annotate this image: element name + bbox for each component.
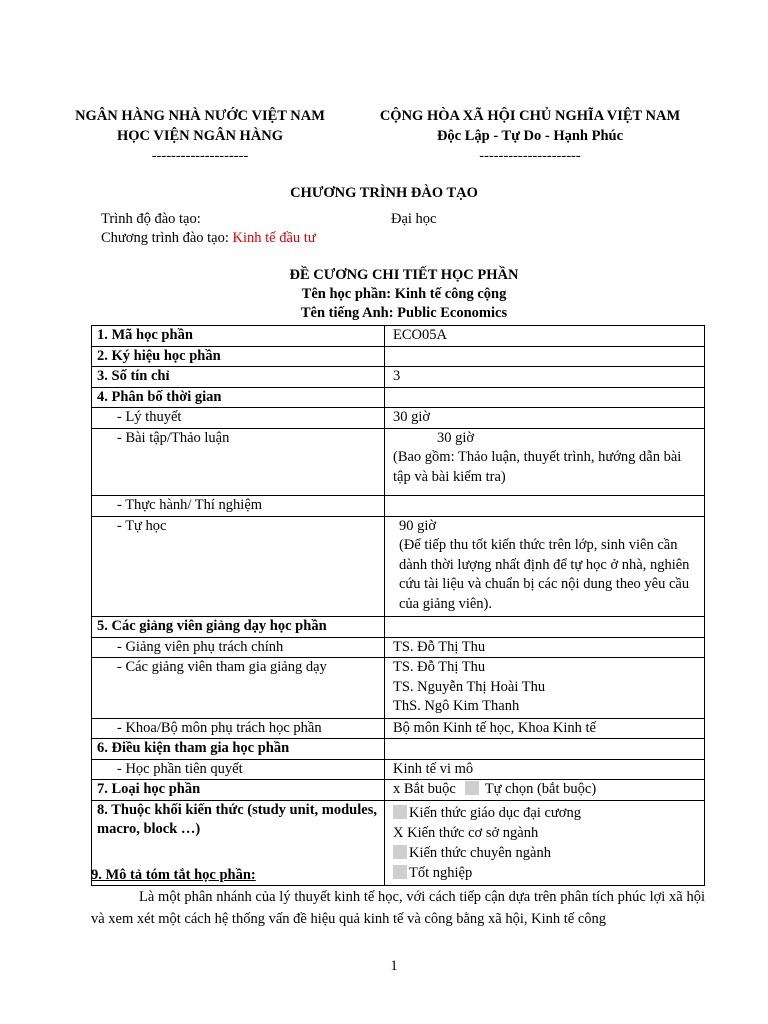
- self-study-label: - Tự học: [117, 517, 167, 534]
- credits: 3: [385, 367, 705, 388]
- table-row: [92, 637, 705, 658]
- lead-lecturer: TS. Đỗ Thị Thu: [385, 637, 705, 658]
- program-name-label: Chương trình đào tạo:: [101, 230, 229, 246]
- team-label: - Các giảng viên tham gia giảng dạy: [117, 659, 327, 675]
- row-label: 8. Thuộc khối kiến thức (study unit, modules, macro, block …): [92, 800, 385, 885]
- lecturer: ThS. Ngô Kim Thanh: [393, 698, 520, 714]
- table-row: [92, 739, 705, 760]
- practice-label: - Thực hành/ Thí nghiệm: [117, 497, 263, 513]
- issuer-line-1: NGÂN HÀNG NHÀ NƯỚC VIỆT NAM: [75, 108, 325, 124]
- exercise-label: - Bài tập/Thảo luận: [117, 429, 230, 446]
- self-study-note: (Để tiếp thu tốt kiến thức trên lớp, sinh viên cần dành thời lượng nhất định để tự học ở nhà, nghiên cứu tài liệu và chuẩn bị các nội dung theo yêu cầu của giảng viên).: [399, 537, 690, 612]
- issuer-block: [50, 106, 350, 166]
- issuer-line-2: HỌC VIỆN NGÂN HÀNG: [116, 128, 284, 144]
- department: Bộ môn Kinh tế học, Khoa Kinh tế: [385, 718, 705, 739]
- table-row: [92, 428, 705, 496]
- syllabus-title-block: [0, 266, 768, 323]
- lecturer: TS. Nguyễn Thị Hoài Thu: [393, 678, 546, 695]
- table-row: [92, 759, 705, 780]
- course-code: ECO05A: [385, 326, 705, 347]
- row-label: 4. Phân bố thời gian: [92, 387, 385, 408]
- checkbox-icon: [393, 865, 407, 879]
- table-row: [92, 617, 705, 638]
- motto-line-1: CỘNG HÒA XÃ HỘI CHỦ NGHĨA VIỆT NAM: [379, 108, 681, 124]
- table-row: [92, 346, 705, 367]
- row-label: 7. Loại học phần: [92, 780, 385, 801]
- program-name: [101, 229, 701, 248]
- table-row: [92, 408, 705, 429]
- table-row: [92, 367, 705, 388]
- table-row: [92, 326, 705, 347]
- checkbox-icon: [465, 781, 479, 795]
- course-type: [385, 780, 705, 801]
- theory-label: - Lý thuyết: [117, 409, 182, 425]
- syllabus-title: ĐỀ CƯƠNG CHI TIẾT HỌC PHẦN: [289, 267, 519, 283]
- table-row: [92, 496, 705, 517]
- program-title: CHƯƠNG TRÌNH ĐÀO TẠO: [290, 185, 478, 201]
- table-row: [92, 516, 705, 617]
- table-row: [92, 718, 705, 739]
- lead-lecturer-label: - Giảng viên phụ trách chính: [117, 638, 284, 655]
- course-name: Tên học phần: Kinh tế công cộng: [301, 286, 507, 302]
- checkbox-icon: [393, 805, 407, 819]
- education-level-label: Trình độ đào tạo:: [101, 211, 201, 227]
- motto-line-2: Độc Lập - Tự Do - Hạnh Phúc: [436, 128, 624, 144]
- national-motto-block: [360, 106, 700, 166]
- table-row: [92, 658, 705, 719]
- knowledge-block: Kiến thức giáo dục đại cương: [409, 804, 581, 821]
- row-label: 3. Số tín chỉ: [92, 367, 385, 388]
- knowledge-block: Tốt nghiệp: [409, 864, 473, 881]
- section-9-heading: 9. Mô tả tóm tắt học phần:: [91, 867, 256, 883]
- row-label: 6. Điều kiện tham gia học phần: [92, 739, 385, 760]
- type-elective: Tự chọn (bắt buộc): [484, 781, 597, 797]
- course-english-name: Tên tiếng Anh: Public Economics: [300, 305, 508, 321]
- program-name-value: Kinh tế đầu tư: [232, 230, 316, 246]
- education-level: [101, 210, 701, 229]
- motto-rule: ---------------------: [479, 148, 581, 164]
- practice-hours: [385, 496, 705, 517]
- course-symbol: [385, 346, 705, 367]
- exercise-hours: 30 giờ: [437, 429, 475, 446]
- row-label: 2. Ký hiệu học phần: [92, 346, 385, 367]
- table-row: [92, 387, 705, 408]
- prerequisite: Kinh tế vi mô: [385, 759, 705, 780]
- row-label: 5. Các giảng viên giảng dạy học phần: [92, 617, 385, 638]
- knowledge-block: X Kiến thức cơ sở ngành: [393, 824, 539, 841]
- checkbox-icon: [393, 845, 407, 859]
- time-allocation: [385, 387, 705, 408]
- prerequisite-label: - Học phần tiên quyết: [117, 760, 243, 777]
- section-9-text: Là một phân nhánh của lý thuyết kinh tế học, với cách tiếp cận dựa trên phân tích phúc lợi xã hội và xem xét một cách hệ thống vấn đề hiệu quả kinh tế và công bằng xã hội, Kinh tế công: [91, 889, 705, 927]
- type-required: x Bắt buộc: [393, 781, 456, 797]
- section-9-paragraph: [91, 886, 705, 930]
- exercise-note: (Bao gồm: Thảo luận, thuyết trình, hướng dẫn bài tập và bài kiểm tra): [393, 449, 682, 485]
- row-label: 1. Mã học phần: [92, 326, 385, 347]
- department-label: - Khoa/Bộ môn phụ trách học phần: [117, 719, 322, 736]
- theory-hours: 30 giờ: [385, 408, 705, 429]
- self-study-hours: 90 giờ: [399, 517, 437, 534]
- page-number: 1: [390, 958, 398, 974]
- lecturer: TS. Đỗ Thị Thu: [393, 659, 486, 675]
- table-row: [92, 780, 705, 801]
- knowledge-block: Kiến thức chuyên ngành: [409, 844, 551, 861]
- education-level-value: Đại học: [391, 211, 437, 227]
- course-info-table: [91, 325, 705, 886]
- issuer-rule: --------------------: [151, 148, 249, 164]
